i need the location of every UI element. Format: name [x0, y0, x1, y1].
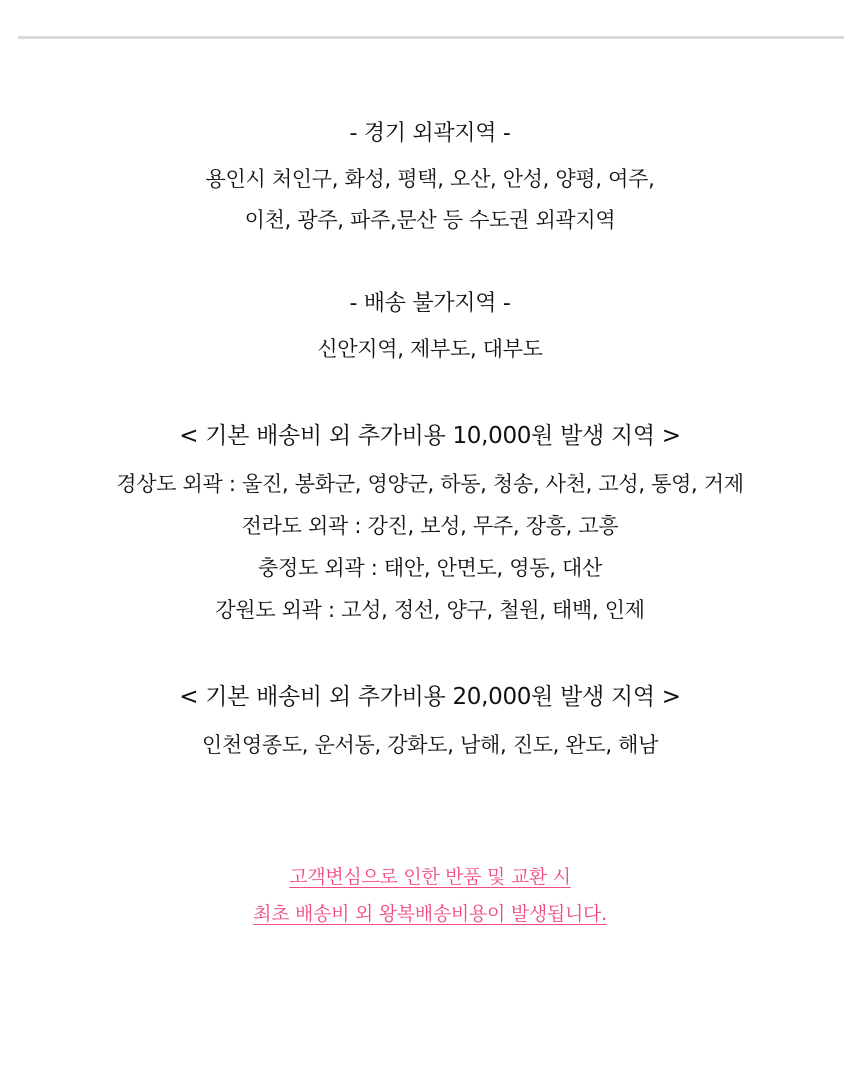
return-notice-line-2: 최초 배송비 외 왕복배송비용이 발생됩니다.: [253, 903, 607, 925]
surcharge-10000-jeolla: 전라도 외곽 : 강진, 보성, 무주, 장흥, 고흥: [241, 514, 619, 538]
surcharge-20000-line-1: 인천영종도, 운서동, 강화도, 남해, 진도, 완도, 해남: [201, 733, 659, 757]
return-notice-line-1: 고객변심으로 인한 반품 및 교환 시: [289, 866, 571, 888]
no-delivery-line-1: 신안지역, 제부도, 대부도: [317, 337, 543, 361]
outer-zone-line-1: 용인시 처인구, 화성, 평택, 오산, 안성, 양평, 여주,: [205, 167, 655, 191]
outer-zone-line-2: 이천, 광주, 파주,문산 등 수도권 외곽지역: [244, 208, 616, 232]
surcharge-10000-gyeongsang: 경상도 외곽 : 울진, 봉화군, 영양군, 하동, 청송, 사천, 고성, 통영, 거제: [116, 472, 744, 496]
surcharge-10000-heading: < 기본 배송비 외 추가비용 10,000원 발생 지역 >: [179, 423, 681, 449]
surcharge-10000-gangwon: 강원도 외곽 : 고성, 정선, 양구, 철원, 태백, 인제: [215, 598, 645, 622]
surcharge-20000-heading: < 기본 배송비 외 추가비용 20,000원 발생 지역 >: [179, 684, 681, 710]
surcharge-10000-chungcheong: 충정도 외곽 : 태안, 안면도, 영동, 대산: [258, 556, 602, 580]
top-divider: [18, 36, 844, 39]
outer-zone-heading: - 경기 외곽지역 -: [349, 121, 511, 146]
no-delivery-heading: - 배송 불가지역 -: [349, 291, 511, 316]
